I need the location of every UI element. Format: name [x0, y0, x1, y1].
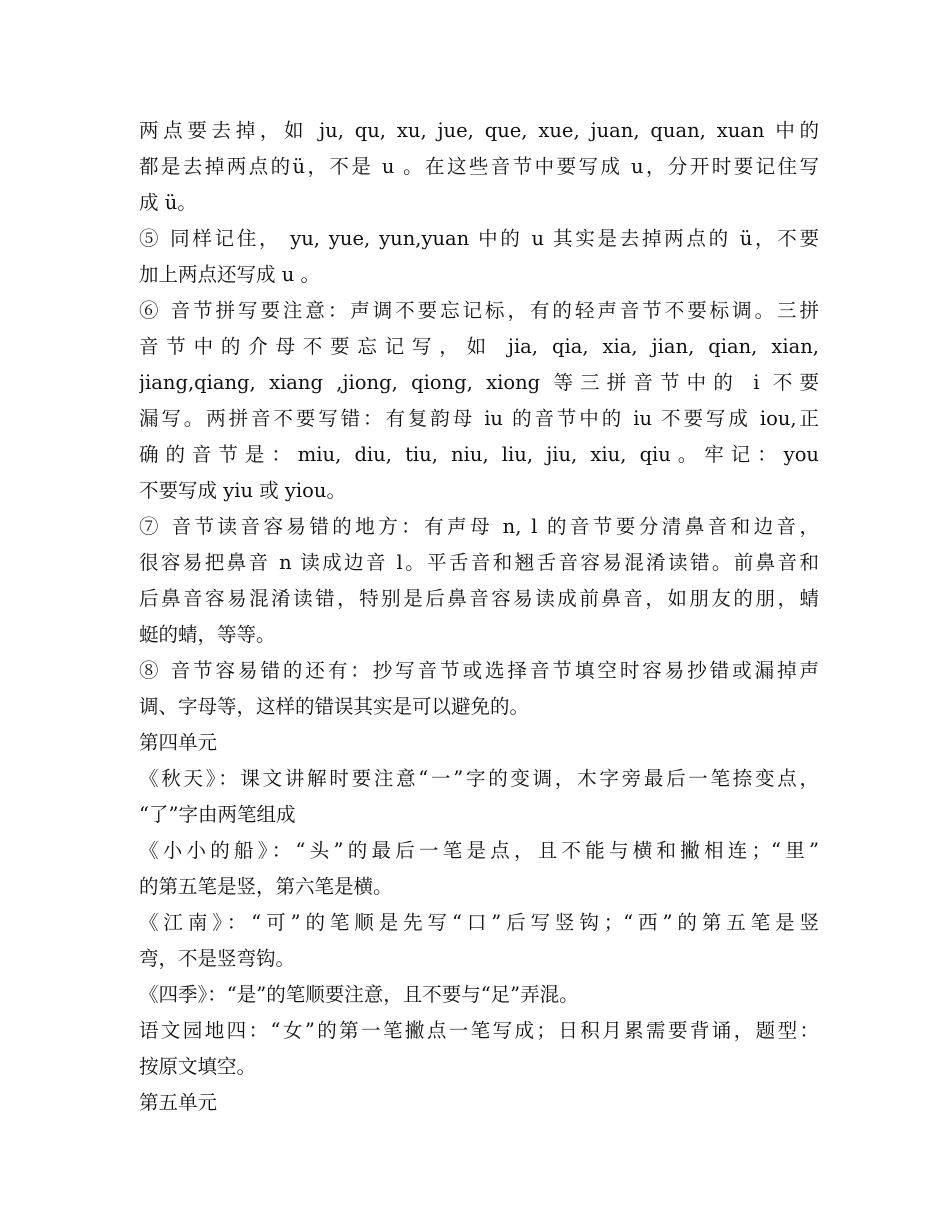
text-line: 语文园地四：“女”的第一笔撇点一笔写成；日积月累需要背诵，题型： — [139, 1019, 819, 1042]
text-line: 《江南》：“可”的笔顺是先写“口”后写竖钩；“西”的第五笔是竖 — [139, 911, 819, 934]
text-line: “了”字由两笔组成 — [139, 803, 296, 826]
text-line: 第四单元 — [139, 731, 218, 754]
text-line: ⑧ 音节容易错的还有：抄写音节或选择音节填空时容易抄错或漏掉声 — [139, 659, 819, 682]
text-line: ⑦ 音节读音容易错的地方：有声母 n, l 的音节要分清鼻音和边音， — [139, 515, 819, 538]
text-line: 漏写。两拼音不要写错：有复韵母 iu 的音节中的 iu 不要写成 iou,正 — [139, 407, 819, 430]
document-body — [139, 113, 819, 1121]
text-line: 都是去掉两点的ü，不是 u 。在这些音节中要写成 u，分开时要记住写 — [139, 155, 819, 178]
text-line: jiang,qiang, xiang ,jiong, qiong, xiong 等三拼音节中的 i 不要 — [139, 371, 819, 394]
text-line: ⑥ 音节拼写要注意：声调不要忘记标，有的轻声音节不要标调。三拼 — [139, 299, 819, 322]
text-line: 确的音节是：miu, diu, tiu, niu, liu, jiu, xiu, qiu。牢记：you — [139, 443, 819, 466]
text-line: 弯，不是竖弯钩。 — [139, 947, 296, 970]
text-line: 《小小的船》：“头”的最后一笔是点，且不能与横和撇相连；“里” — [139, 839, 819, 862]
text-line: 蜓的蜻，等等。 — [139, 623, 276, 646]
text-line: 的第五笔是竖，第六笔是横。 — [139, 875, 393, 898]
text-line: 成 ü。 — [139, 191, 197, 214]
text-line: 后鼻音容易混淆读错，特别是后鼻音容易读成前鼻音，如朋友的朋，蜻 — [139, 587, 819, 610]
text-line: 调、字母等，这样的错误其实是可以避免的。 — [139, 695, 530, 718]
text-line: 加上两点还写成 u 。 — [139, 263, 320, 286]
text-line: 很容易把鼻音 n 读成边音 l。平舌音和翘舌音容易混淆读错。前鼻音和 — [139, 551, 819, 574]
text-line: 按原文填空。 — [139, 1055, 257, 1078]
text-line: 音节中的介母不要忘记写，如 jia, qia, xia, jian, qian, xian, — [139, 335, 819, 358]
text-line: 《秋天》：课文讲解时要注意“一”字的变调，木字旁最后一笔捺变点， — [139, 767, 819, 790]
text-line: 《四季》：“是”的笔顺要注意，且不要与“足”弄混。 — [139, 983, 579, 1006]
text-line: 两点要去掉，如 ju, qu, xu, jue, que, xue, juan, quan, xuan 中的 — [139, 119, 819, 142]
text-line: 不要写成 yiu 或 yiou。 — [139, 479, 346, 502]
text-line: 第五单元 — [139, 1091, 218, 1114]
text-line: ⑤ 同样记住， yu, yue, yun,yuan 中的 u 其实是去掉两点的 ü，不要 — [139, 227, 819, 250]
